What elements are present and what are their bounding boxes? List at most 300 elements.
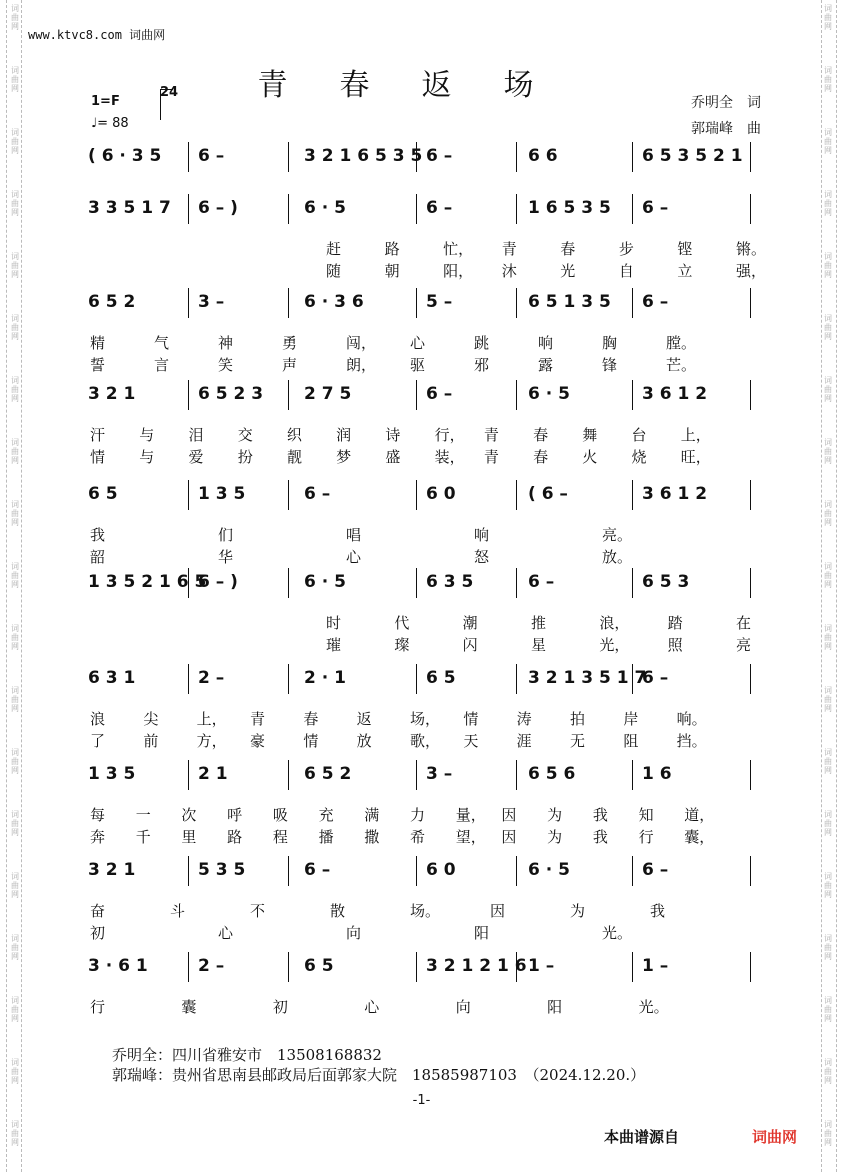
- lyric-char: 跳: [474, 334, 490, 352]
- lyric-char: 春: [560, 240, 576, 258]
- bar-line: [188, 380, 189, 410]
- watermark-mark: 词 曲 网: [824, 1058, 832, 1085]
- bar-line: [516, 568, 517, 598]
- lyric-char: 春: [533, 426, 549, 444]
- bar-line: [516, 856, 517, 886]
- lyric-char: 光，: [599, 636, 630, 654]
- lyric-char: 与: [139, 426, 155, 444]
- site-url[interactable]: www.ktvc8.com 词曲网: [28, 28, 166, 42]
- lyric-char: 光。: [602, 924, 633, 942]
- lyric-char: 春: [533, 448, 549, 466]
- page-number: -1-: [412, 1093, 431, 1108]
- lyric-char: 天: [463, 732, 479, 750]
- lyric-char: 誓: [90, 356, 106, 374]
- lyric-char: 勇: [282, 334, 298, 352]
- bar-line: [750, 288, 751, 318]
- notation-line: [76, 192, 756, 226]
- watermark-mark: 词 曲 网: [11, 314, 19, 341]
- bar-line: [750, 142, 751, 172]
- lyric-char: 烧: [631, 448, 647, 466]
- bar-line: [416, 664, 417, 694]
- lyric-char: 情: [303, 732, 319, 750]
- lyric-char: 扮: [237, 448, 253, 466]
- lyric-char: 散: [330, 902, 346, 920]
- bar-line: [288, 856, 289, 886]
- lyric-char: 放: [356, 732, 372, 750]
- bar-line: [750, 664, 751, 694]
- lyric-char: 我: [592, 828, 608, 846]
- bar-line: [416, 142, 417, 172]
- measure: 3 3 5 1 7: [88, 198, 171, 218]
- lyric-char: 岸: [623, 710, 639, 728]
- lyric-char: 气: [154, 334, 170, 352]
- lyric-char: 赶: [326, 240, 342, 258]
- brand-link[interactable]: 词曲网: [752, 1128, 798, 1146]
- measure: 6 · 3 6: [304, 292, 364, 312]
- measure: 6 0: [426, 860, 456, 880]
- watermark-mark: 词 曲 网: [11, 1120, 19, 1147]
- bar-line: [288, 194, 289, 224]
- measure: 6 –: [642, 860, 669, 880]
- lyric-char: 呼: [227, 806, 243, 824]
- watermark-mark: 词 曲 网: [11, 500, 19, 527]
- lyric-char: 为: [547, 806, 563, 824]
- bar-line: [188, 194, 189, 224]
- measure: 6 –: [642, 292, 669, 312]
- bar-line: [632, 480, 633, 510]
- bar-line: [632, 664, 633, 694]
- lyric-char: 行: [90, 998, 106, 1016]
- measure: 3 2 1 3 5 1 7: [528, 668, 647, 688]
- bar-line: [750, 480, 751, 510]
- lyric-char: 尖: [143, 710, 159, 728]
- notation-line: [76, 286, 756, 320]
- time-signature: 2 4: [160, 86, 178, 100]
- lyric-char: 方，: [196, 732, 227, 750]
- lyric-char: 膛。: [666, 334, 697, 352]
- lyric-char: 光: [560, 262, 576, 280]
- lyric-char: 锵。: [736, 240, 767, 258]
- lyric-char: 为: [570, 902, 586, 920]
- lyric-char: 囊: [181, 998, 197, 1016]
- lyricist-credit: 乔明全 词: [691, 95, 761, 111]
- lyric-char: 路: [384, 240, 400, 258]
- bar-line: [516, 380, 517, 410]
- song-title: 青春返场: [257, 68, 586, 103]
- lyric-char: 心: [218, 924, 234, 942]
- lyric-char: 们: [218, 526, 234, 544]
- lyric-char: 踏: [667, 614, 683, 632]
- lyric-char: 返: [356, 710, 372, 728]
- measure: 6 –: [426, 384, 453, 404]
- measure: 6 –: [528, 572, 555, 592]
- bar-line: [516, 288, 517, 318]
- watermark-mark: 词 曲 网: [11, 934, 19, 961]
- measure: 6 –: [642, 198, 669, 218]
- notation-line: [76, 662, 756, 696]
- measure: 6 5: [88, 484, 118, 504]
- lyric-char: 精: [90, 334, 106, 352]
- watermark-mark: 词 曲 网: [11, 128, 19, 155]
- lyric-char: 露: [538, 356, 554, 374]
- lyric-char: 璨: [394, 636, 410, 654]
- bar-line: [750, 568, 751, 598]
- watermark-mark: 词 曲 网: [11, 624, 19, 651]
- lyric-char: 潮: [462, 614, 478, 632]
- bar-line: [416, 380, 417, 410]
- measure: 6 · 5: [304, 572, 346, 592]
- measure: 1 3 5: [88, 764, 136, 784]
- lyric-char: 豪: [250, 732, 266, 750]
- watermark-mark: 词 曲 网: [824, 500, 832, 527]
- watermark-mark: 词 曲 网: [11, 562, 19, 589]
- watermark-mark: 词 曲 网: [824, 438, 832, 465]
- lyric-char: 浪: [90, 710, 106, 728]
- lyric-char: 神: [218, 334, 234, 352]
- watermark-mark: 词 曲 网: [824, 872, 832, 899]
- watermark-mark: 词 曲 网: [824, 810, 832, 837]
- lyric-char: 了: [90, 732, 106, 750]
- lyric-char: 撒: [364, 828, 380, 846]
- lyric-char: 奔: [90, 828, 106, 846]
- lyric-char: 梦: [336, 448, 352, 466]
- bar-line: [632, 194, 633, 224]
- measure: 5 –: [426, 292, 453, 312]
- lyric-char: 春: [303, 710, 319, 728]
- bar-line: [632, 856, 633, 886]
- bar-line: [288, 288, 289, 318]
- lyric-char: 立: [677, 262, 693, 280]
- watermark-mark: 词 曲 网: [11, 438, 19, 465]
- lyric-char: 自: [618, 262, 634, 280]
- watermark-mark: 词 曲 网: [824, 314, 832, 341]
- lyric-char: 怒: [474, 548, 490, 566]
- lyric-char: 场，: [410, 710, 441, 728]
- lyric-char: 星: [531, 636, 547, 654]
- bar-line: [516, 760, 517, 790]
- lyric-char: 步: [618, 240, 634, 258]
- measure: 2 –: [198, 956, 225, 976]
- measure: 1 3 5: [198, 484, 246, 504]
- lyric-char: 青: [483, 448, 499, 466]
- lyric-char: 青: [501, 240, 517, 258]
- bar-line: [188, 568, 189, 598]
- bar-line: [288, 142, 289, 172]
- lyric-char: 闪: [462, 636, 478, 654]
- measure: 6 –: [642, 668, 669, 688]
- lyric-char: 青: [483, 426, 499, 444]
- measure: 6 3 5: [426, 572, 474, 592]
- watermark-mark: 词 曲 网: [11, 872, 19, 899]
- measure: ( 6 –: [528, 484, 568, 504]
- measure: 6 5 2: [88, 292, 136, 312]
- lyric-char: 情: [90, 448, 106, 466]
- lyric-char: 因: [490, 902, 506, 920]
- watermark-mark: 词 曲 网: [824, 1120, 832, 1147]
- measure: 2 1: [198, 764, 228, 784]
- lyric-char: 诗: [385, 426, 401, 444]
- watermark-mark: 词 曲 网: [824, 128, 832, 155]
- lyric-char: 朗，: [346, 356, 377, 374]
- lyric-char: 盛: [385, 448, 401, 466]
- footer-composer-contact: 郭瑞峰：贵州省思南县邮政局后面郭家大院 18585987103 （2024.12.20.）: [112, 1066, 646, 1084]
- watermark-mark: 词 曲 网: [11, 190, 19, 217]
- notation-line: [76, 854, 756, 888]
- lyric-char: 响: [538, 334, 554, 352]
- lyric-char: 润: [336, 426, 352, 444]
- lyric-char: 每: [90, 806, 106, 824]
- measure: 2 · 1: [304, 668, 346, 688]
- lyric-char: 上，: [680, 426, 711, 444]
- measure: 6 5 2 3: [198, 384, 264, 404]
- watermark-mark: 词 曲 网: [824, 748, 832, 775]
- lyric-char: 上，: [196, 710, 227, 728]
- measure: 3 –: [426, 764, 453, 784]
- lyric-char: 向: [346, 924, 362, 942]
- measure: 6 –: [426, 198, 453, 218]
- lyric-char: 阳: [547, 998, 563, 1016]
- lyric-char: 邪: [474, 356, 490, 374]
- measure: 6 –: [426, 146, 453, 166]
- bar-line: [288, 952, 289, 982]
- measure: 3 2 1: [88, 860, 136, 880]
- measure: 1 6: [642, 764, 672, 784]
- lyric-char: 台: [631, 426, 647, 444]
- lyric-char: 为: [547, 828, 563, 846]
- lyric-char: 千: [135, 828, 151, 846]
- measure: 6 –: [304, 484, 331, 504]
- notation-line: [76, 758, 756, 792]
- bar-line: [516, 952, 517, 982]
- watermark-mark: 词 曲 网: [11, 4, 19, 31]
- lyric-char: 照: [667, 636, 683, 654]
- watermark-mark: 词 曲 网: [11, 686, 19, 713]
- measure: 3 6 1 2: [642, 484, 708, 504]
- lyric-char: 因: [501, 828, 517, 846]
- measure: 3 6 1 2: [642, 384, 708, 404]
- bar-line: [516, 480, 517, 510]
- lyric-char: 织: [286, 426, 302, 444]
- lyric-char: 驱: [410, 356, 426, 374]
- measure: 6 –: [304, 860, 331, 880]
- bar-line: [416, 952, 417, 982]
- lyric-char: 心: [410, 334, 426, 352]
- notation-line: [76, 950, 756, 984]
- bar-line: [750, 856, 751, 886]
- bar-line: [416, 194, 417, 224]
- measure: 1 –: [528, 956, 555, 976]
- bar-line: [288, 664, 289, 694]
- lyric-char: 满: [364, 806, 380, 824]
- lyric-char: 心: [346, 548, 362, 566]
- lyric-char: 靓: [286, 448, 302, 466]
- measure: 6 5: [426, 668, 456, 688]
- bar-line: [416, 288, 417, 318]
- measure: 6 5 2: [304, 764, 352, 784]
- lyric-char: 随: [326, 262, 342, 280]
- measure: 6 5: [304, 956, 334, 976]
- lyric-char: 旺，: [680, 448, 711, 466]
- watermark-mark: 词 曲 网: [824, 562, 832, 589]
- measure: 3 2 1: [88, 384, 136, 404]
- measure: 6 5 1 3 5: [528, 292, 611, 312]
- bar-line: [188, 760, 189, 790]
- lyric-char: 心: [364, 998, 380, 1016]
- lyric-char: 华: [218, 548, 234, 566]
- notation-line: [76, 566, 756, 600]
- measure: ( 6 · 3 5: [88, 146, 162, 166]
- measure: 6 6: [528, 146, 558, 166]
- footer-lyricist-contact: 乔明全：四川省雅安市 13508168832: [112, 1046, 382, 1064]
- lyric-char: 初: [272, 998, 288, 1016]
- bar-line: [188, 480, 189, 510]
- measure: 2 –: [198, 668, 225, 688]
- lyric-char: 充: [318, 806, 334, 824]
- watermark-mark: 词 曲 网: [824, 252, 832, 279]
- lyric-char: 爱: [188, 448, 204, 466]
- measure: 6 · 5: [528, 860, 570, 880]
- lyric-char: 闯，: [346, 334, 377, 352]
- watermark-mark: 词 曲 网: [824, 934, 832, 961]
- bar-line: [188, 952, 189, 982]
- key-signature: 1=F: [91, 94, 120, 109]
- lyric-char: 吸: [272, 806, 288, 824]
- lyric-char: 场。: [410, 902, 441, 920]
- measure: 1 –: [642, 956, 669, 976]
- lyric-char: 播: [318, 828, 334, 846]
- lyric-char: 望，: [455, 828, 486, 846]
- bar-line: [632, 142, 633, 172]
- tempo-marking: ♩= 88: [91, 116, 129, 131]
- lyric-char: 装，: [434, 448, 465, 466]
- lyric-char: 行: [638, 828, 654, 846]
- measure: 1 3 5 2 1 6 5: [88, 572, 207, 592]
- lyric-char: 亮: [736, 636, 752, 654]
- composer-credit: 郭瑞峰 曲: [691, 121, 761, 137]
- lyric-char: 一: [135, 806, 151, 824]
- lyric-char: 无: [570, 732, 586, 750]
- lyric-char: 阻: [623, 732, 639, 750]
- lyric-char: 朝: [384, 262, 400, 280]
- measure: 6 5 3: [642, 572, 690, 592]
- bar-line: [750, 194, 751, 224]
- bar-line: [416, 760, 417, 790]
- lyric-char: 阳: [474, 924, 490, 942]
- lyric-char: 我: [592, 806, 608, 824]
- watermark-mark: 词 曲 网: [824, 996, 832, 1023]
- lyric-char: 亮。: [602, 526, 633, 544]
- measure: 6 5 3 5 2 1: [642, 146, 743, 166]
- lyric-char: 道，: [684, 806, 715, 824]
- watermark-mark: 词 曲 网: [824, 190, 832, 217]
- bar-line: [516, 142, 517, 172]
- watermark-mark: 词 曲 网: [824, 686, 832, 713]
- measure: 3 2 1 2 1 6: [426, 956, 527, 976]
- measure: 6 – ): [198, 572, 238, 592]
- measure: 6 · 5: [528, 384, 570, 404]
- lyric-char: 囊，: [684, 828, 715, 846]
- notation-line: [76, 378, 756, 412]
- watermark-mark: 词 曲 网: [824, 624, 832, 651]
- watermark-mark: 词 曲 网: [824, 376, 832, 403]
- bar-line: [288, 568, 289, 598]
- lyric-char: 璀: [326, 636, 342, 654]
- lyric-char: 路: [227, 828, 243, 846]
- lyric-char: 言: [154, 356, 170, 374]
- watermark-mark: 词 曲 网: [11, 748, 19, 775]
- lyric-char: 不: [250, 902, 266, 920]
- lyric-char: 初: [90, 924, 106, 942]
- lyric-char: 奋: [90, 902, 106, 920]
- lyric-char: 我: [90, 526, 106, 544]
- notation-line: [76, 140, 756, 174]
- lyric-char: 锋: [602, 356, 618, 374]
- watermark-mark: 词 曲 网: [11, 1058, 19, 1085]
- lyric-char: 希: [410, 828, 426, 846]
- lyric-char: 强，: [736, 262, 767, 280]
- lyric-char: 情: [463, 710, 479, 728]
- watermark-mark: 词 曲 网: [11, 66, 19, 93]
- lyric-char: 浪，: [599, 614, 630, 632]
- measure: 3 –: [198, 292, 225, 312]
- bar-line: [188, 856, 189, 886]
- bar-line: [188, 288, 189, 318]
- lyric-char: 次: [181, 806, 197, 824]
- watermark-mark: 词 曲 网: [824, 66, 832, 93]
- lyric-char: 唱: [346, 526, 362, 544]
- measure: 6 0: [426, 484, 456, 504]
- watermark-mark: 词 曲 网: [824, 4, 832, 31]
- lyric-char: 响。: [676, 710, 707, 728]
- notation-line: [76, 478, 756, 512]
- bar-line: [632, 760, 633, 790]
- bar-line: [416, 480, 417, 510]
- lyric-char: 放。: [602, 548, 633, 566]
- bar-line: [750, 380, 751, 410]
- measure: 2 7 5: [304, 384, 352, 404]
- measure: 6 – ): [198, 198, 238, 218]
- lyric-char: 响: [474, 526, 490, 544]
- lyric-char: 我: [650, 902, 666, 920]
- measure: 3 2 1 6 5 3 5: [304, 146, 423, 166]
- lyric-char: 向: [455, 998, 471, 1016]
- bar-line: [416, 856, 417, 886]
- measure: 1 6 5 3 5: [528, 198, 611, 218]
- measure: 5 3 5: [198, 860, 246, 880]
- bar-line: [288, 760, 289, 790]
- measure: 3 · 6 1: [88, 956, 148, 976]
- lyric-char: 舞: [582, 426, 598, 444]
- lyric-char: 推: [531, 614, 547, 632]
- lyric-char: 青: [250, 710, 266, 728]
- measure: 6 –: [198, 146, 225, 166]
- lyric-char: 光。: [638, 998, 669, 1016]
- lyric-char: 斗: [170, 902, 186, 920]
- watermark-mark: 词 曲 网: [11, 810, 19, 837]
- lyric-char: 力: [410, 806, 426, 824]
- watermark-mark: 词 曲 网: [11, 376, 19, 403]
- bar-line: [188, 664, 189, 694]
- measure: 6 5 6: [528, 764, 576, 784]
- bar-line: [288, 480, 289, 510]
- bar-line: [516, 194, 517, 224]
- lyric-char: 因: [501, 806, 517, 824]
- watermark-mark: 词 曲 网: [11, 996, 19, 1023]
- bar-line: [288, 380, 289, 410]
- lyric-char: 涛: [516, 710, 532, 728]
- lyric-char: 沐: [501, 262, 517, 280]
- lyric-char: 时: [326, 614, 342, 632]
